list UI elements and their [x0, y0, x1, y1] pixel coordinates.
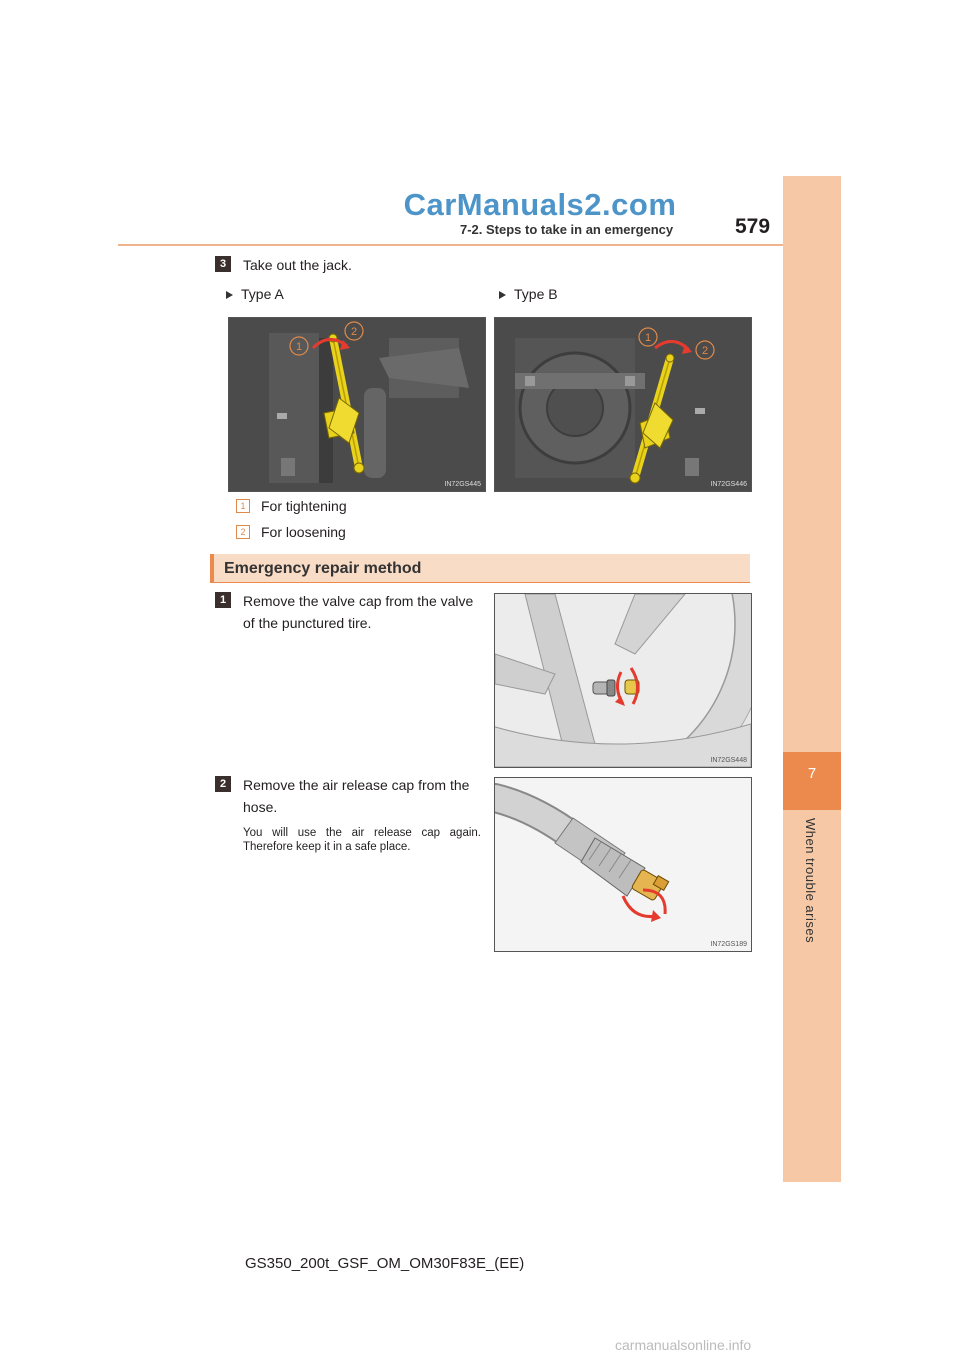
tire-valve-illustration: [495, 594, 751, 767]
section-underline: [210, 582, 750, 583]
legend-text-2: For loosening: [261, 524, 346, 540]
jack-type-a-illustration: [229, 318, 485, 491]
hose-illustration: [495, 778, 751, 951]
step-badge-1: 1: [215, 592, 231, 608]
step-badge-2: 2: [215, 776, 231, 792]
figure-code-b: IN72GS446: [710, 481, 747, 488]
legend-text-1: For tightening: [261, 498, 347, 514]
triangle-bullet-icon: [499, 291, 506, 299]
figure-code-valve: IN72GS448: [710, 757, 747, 764]
section-title: Emergency repair method: [224, 560, 422, 577]
svg-text:2: 2: [350, 326, 358, 338]
jack-type-b-illustration: [495, 318, 751, 491]
figure-jack-type-a: [228, 317, 486, 492]
svg-text:2: 2: [701, 345, 709, 357]
watermark-bottom: carmanualsonline.info: [615, 1337, 752, 1353]
type-a-label: Type A: [226, 286, 284, 302]
chapter-number: 7: [807, 765, 817, 782]
svg-text:1: 1: [644, 332, 652, 344]
section-accent: [210, 554, 214, 582]
type-b-label: Type B: [499, 286, 558, 302]
legend-num-1: 1: [236, 499, 250, 513]
figure-code-hose: IN72GS189: [710, 941, 747, 948]
footer-document-code: GS350_200t_GSF_OM_OM30F83E_(EE): [245, 1255, 525, 1272]
svg-text:1: 1: [295, 341, 303, 353]
page-number: 579: [735, 215, 771, 238]
figure-jack-type-b: [494, 317, 752, 492]
step-2-text: Remove the air release cap from the hose.: [243, 777, 470, 815]
triangle-bullet-icon: [226, 291, 233, 299]
figure-air-release-cap: [494, 777, 752, 952]
header-rule: [118, 244, 783, 246]
chapter-label: When trouble arises: [803, 818, 818, 944]
header-section-title: 7-2. Steps to take in an emergency: [460, 222, 674, 237]
step-2-note: You will use the air release cap again. Therefore keep it in a safe place.: [243, 827, 481, 853]
legend-num-2: 2: [236, 525, 250, 539]
figure-valve-cap: [494, 593, 752, 768]
step-3-text: Take out the jack.: [243, 257, 352, 273]
step-1-text: Remove the valve cap from the valve of the punctured tire.: [243, 593, 474, 631]
watermark-top: CarManuals2.com: [403, 187, 677, 222]
figure-code-a: IN72GS445: [444, 481, 481, 488]
chapter-side-tab: [783, 176, 841, 1182]
step-badge-3: 3: [215, 256, 231, 272]
